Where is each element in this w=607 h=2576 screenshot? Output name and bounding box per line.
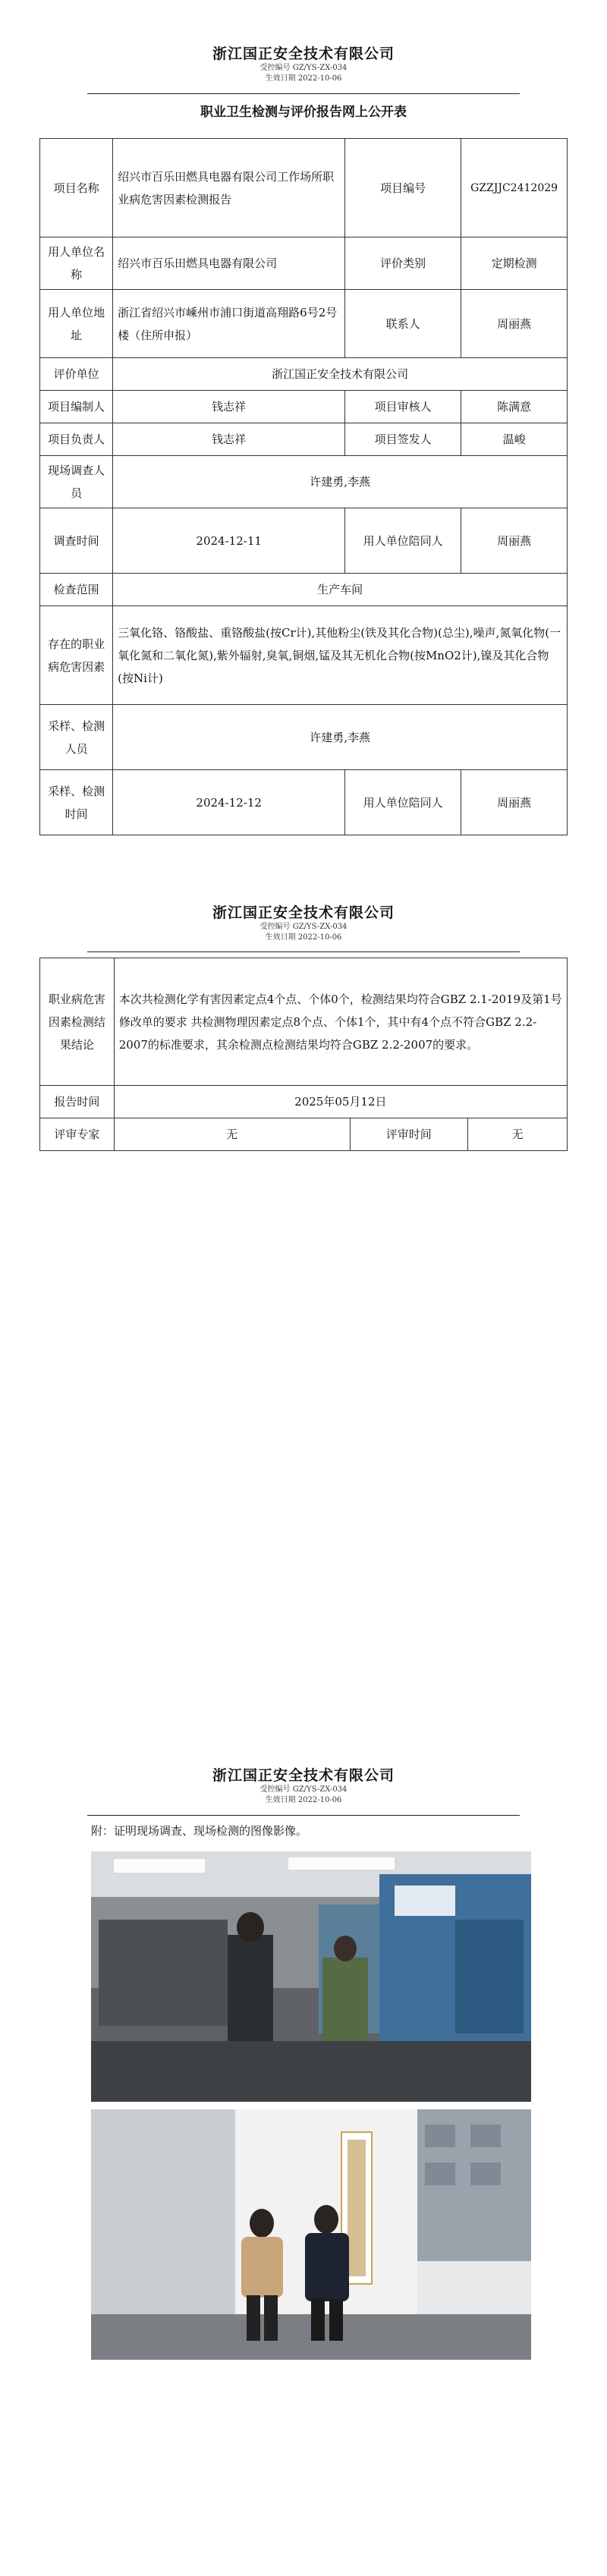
value-issuer: 温峻 — [461, 423, 568, 456]
control-code: 受控编号 GZ/YS-ZX-034 — [259, 64, 348, 72]
label-eval-type: 评价类别 — [345, 237, 461, 290]
label-scope: 检查范围 — [40, 574, 113, 606]
value-site-survey: 许建勇,李燕 — [113, 456, 568, 508]
label-project-name: 项目名称 — [40, 139, 113, 237]
effective-date: 生效日期 2022-10-06 — [265, 74, 342, 83]
label-escort: 用人单位陪同人 — [345, 508, 461, 574]
page3-header — [0, 1764, 607, 1806]
label-escort2: 用人单位陪同人 — [345, 770, 461, 835]
value-sampling-staff: 许建勇,李燕 — [113, 705, 568, 770]
value-survey-time: 2024-12-11 — [113, 508, 345, 574]
company-entrance-scene — [91, 2109, 531, 2360]
value-compiler: 钱志祥 — [113, 391, 345, 423]
value-contact: 周丽燕 — [461, 290, 568, 358]
value-scope: 生产车间 — [113, 574, 568, 606]
label-sampling-staff: 采样、检测人员 — [40, 705, 113, 770]
page2-header — [0, 901, 607, 943]
workshop-scene — [91, 1851, 531, 2102]
label-compiler: 项目编制人 — [40, 391, 113, 423]
header-rule — [87, 951, 520, 952]
label-hazards: 存在的职业病危害因素 — [40, 606, 113, 705]
control-code: 受控编号 GZ/YS-ZX-034 — [259, 1785, 348, 1794]
label-address: 用人单位地址 — [40, 290, 113, 358]
appendix-note: 附：证明现场调查、现场检测的图像影像。 — [91, 1824, 308, 1838]
value-project-no: GZZJJC2412029 — [461, 139, 568, 237]
info-table — [39, 138, 568, 835]
site-survey-photo — [91, 1851, 531, 2102]
label-contact: 联系人 — [345, 290, 461, 358]
conclusion-table — [39, 958, 568, 1151]
value-address: 浙江省绍兴市嵊州市浦口街道高翔路6号2号楼（住所申报） — [113, 290, 345, 358]
label-employer: 用人单位名称 — [40, 237, 113, 290]
page1-header — [0, 42, 607, 84]
label-eval-unit: 评价单位 — [40, 358, 113, 391]
label-issuer: 项目签发人 — [345, 423, 461, 456]
label-conclusion: 职业病危害因素检测结果结论 — [40, 958, 115, 1086]
label-leader: 项目负责人 — [40, 423, 113, 456]
label-reviewer: 项目审核人 — [345, 391, 461, 423]
value-report-time: 2025年05月12日 — [114, 1086, 567, 1118]
site-visit-photo — [91, 2109, 531, 2360]
value-project-name: 绍兴市百乐田燃具电器有限公司工作场所职业病危害因素检测报告 — [113, 139, 345, 237]
label-survey-time: 调查时间 — [40, 508, 113, 574]
label-report-time: 报告时间 — [40, 1086, 115, 1118]
header-rule — [87, 93, 520, 94]
value-hazards: 三氧化铬、铬酸盐、重铬酸盐(按Cr计),其他粉尘(铁及其化合物)(总尘),噪声,氮氧化物(一氧化氮和二氧化氮),紫外辐射,臭氧,铜烟,锰及其无机化合物(按MnO2计),镍及其化合物(按Ni计) — [113, 606, 568, 705]
value-reviewer: 陈满意 — [461, 391, 568, 423]
value-sampling-time: 2024-12-12 — [113, 770, 345, 835]
value-review-time: 无 — [467, 1118, 567, 1151]
company-name: 浙江国正安全技术有限公司 — [212, 904, 395, 921]
label-review-time: 评审时间 — [350, 1118, 467, 1151]
value-eval-unit: 浙江国正安全技术有限公司 — [113, 358, 568, 391]
label-site-survey: 现场调查人员 — [40, 456, 113, 508]
value-escort2: 周丽燕 — [461, 770, 568, 835]
company-name: 浙江国正安全技术有限公司 — [212, 1767, 395, 1784]
value-expert: 无 — [114, 1118, 350, 1151]
label-project-no: 项目编号 — [345, 139, 461, 237]
value-escort: 周丽燕 — [461, 508, 568, 574]
effective-date: 生效日期 2022-10-06 — [265, 1796, 342, 1804]
value-eval-type: 定期检测 — [461, 237, 568, 290]
page-title: 职业卫生检测与评价报告网上公开表 — [200, 105, 407, 120]
label-expert: 评审专家 — [40, 1118, 115, 1151]
header-rule — [87, 1815, 520, 1816]
label-sampling-time: 采样、检测时间 — [40, 770, 113, 835]
control-code: 受控编号 GZ/YS-ZX-034 — [259, 923, 348, 931]
company-name: 浙江国正安全技术有限公司 — [212, 46, 395, 62]
value-leader: 钱志祥 — [113, 423, 345, 456]
effective-date: 生效日期 2022-10-06 — [265, 933, 342, 942]
value-conclusion: 本次共检测化学有害因素定点4个点、个体0个，检测结果均符合GBZ 2.1-2019及第1号修改单的要求 共检测物理因素定点8个点、个体1个，其中有4个点不符合GBZ 2.2-2007的标准要求，其余检测点检测结果均符合GBZ 2.2-2007的要求。 — [114, 958, 567, 1086]
value-employer: 绍兴市百乐田燃具电器有限公司 — [113, 237, 345, 290]
